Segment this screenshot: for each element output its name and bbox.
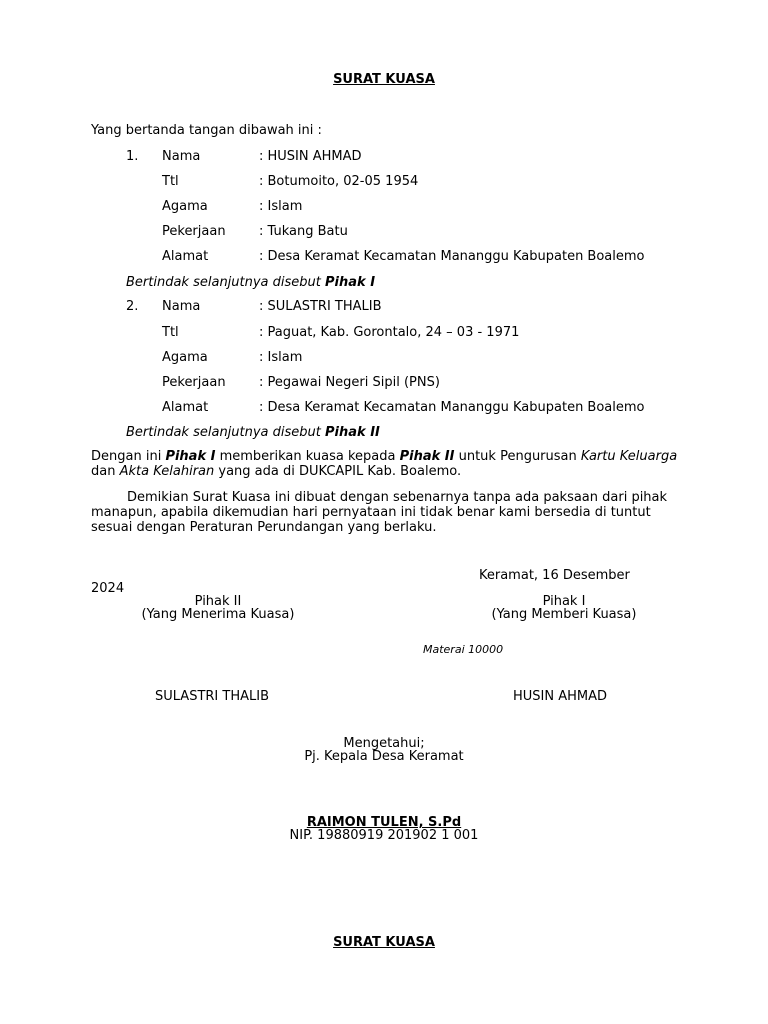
person2-number: 2. — [126, 299, 139, 314]
left-signer-name: SULASTRI THALIB — [155, 689, 269, 704]
person2-agama-label: Agama — [162, 350, 208, 365]
left-party-role: (Yang Menerima Kuasa) — [141, 607, 295, 622]
body1-part3: memberikan kuasa kepada — [215, 449, 400, 464]
right-party-label: Pihak I — [542, 594, 586, 609]
acknowledge-label: Mengetahui; — [343, 736, 425, 751]
person1-agama-label: Agama — [162, 199, 208, 214]
next-document-title: SURAT KUASA — [333, 935, 435, 950]
body1-kartu-keluarga: Kartu Keluarga — [580, 449, 678, 464]
intro-text: Yang bertanda tangan dibawah ini : — [91, 123, 322, 138]
person2-pekerjaan-label: Pekerjaan — [162, 375, 226, 390]
body1-part5: untuk Pengurusan — [454, 449, 581, 464]
person1-alamat-value: : Desa Keramat Kecamatan Mananggu Kabupaten Boalemo — [259, 249, 645, 264]
person2-nama-label: Nama — [162, 299, 201, 314]
body1-pihak1: Pihak I — [165, 449, 216, 464]
right-signer-name: HUSIN AHMAD — [512, 689, 608, 704]
date-year: 2024 — [91, 581, 125, 596]
person2-ttl-label: Ttl — [162, 325, 179, 340]
person1-ttl-label: Ttl — [162, 174, 179, 189]
person2-role-name: Pihak II — [325, 425, 380, 440]
person2-role-line — [126, 425, 380, 440]
body1-pihak2: Pihak II — [399, 449, 455, 464]
body1-part9: yang ada di DUKCAPIL Kab. Boalemo. — [214, 464, 462, 479]
official-name: RAIMON TULEN, S.Pd — [306, 815, 462, 830]
body-paragraph-1 — [91, 449, 681, 479]
person1-nama-label: Nama — [162, 149, 201, 164]
official-nip: NIP. 19880919 201902 1 001 — [289, 828, 479, 843]
person1-role-prefix: Bertindak selanjutnya disebut — [126, 275, 326, 290]
person1-ttl-value: : Botumoito, 02-05 1954 — [259, 174, 419, 189]
person2-role-prefix: Bertindak selanjutnya disebut — [126, 425, 326, 440]
person2-pekerjaan-value: : Pegawai Negeri Sipil (PNS) — [259, 375, 440, 390]
body1-akta-kelahiran: Akta Kelahiran — [119, 464, 215, 479]
materai-label: Materai 10000 — [423, 643, 504, 656]
body1-part1: Dengan ini — [91, 449, 166, 464]
person1-alamat-label: Alamat — [162, 249, 209, 264]
person1-pekerjaan-label: Pekerjaan — [162, 224, 226, 239]
person2-ttl-value: : Paguat, Kab. Gorontalo, 24 – 03 - 1971 — [259, 325, 520, 340]
person2-agama-value: : Islam — [259, 350, 303, 365]
person1-number: 1. — [126, 149, 139, 164]
person1-pekerjaan-value: : Tukang Batu — [259, 224, 348, 239]
body1-part7: dan — [91, 464, 120, 479]
left-party-label: Pihak II — [194, 594, 242, 609]
person1-role-name: Pihak I — [325, 275, 376, 290]
person1-agama-value: : Islam — [259, 199, 303, 214]
person2-alamat-value: : Desa Keramat Kecamatan Mananggu Kabupaten Boalemo — [259, 400, 645, 415]
right-party-role: (Yang Memberi Kuasa) — [491, 607, 637, 622]
person2-alamat-label: Alamat — [162, 400, 209, 415]
body-paragraph-2: Demikian Surat Kuasa ini dibuat dengan sebenarnya tanpa ada paksaan dari pihak manapun, apabila dikemudian hari pernyataan ini tidak benar kami bersedia di tuntut sesuai dengan Peraturan Perundangan yang berlaku. — [91, 490, 668, 535]
place-date: Keramat, 16 Desember — [479, 568, 630, 583]
person2-nama-value: : SULASTRI THALIB — [259, 299, 382, 314]
official-title: Pj. Kepala Desa Keramat — [304, 749, 464, 764]
person1-role-line — [126, 275, 375, 290]
document-title: SURAT KUASA — [333, 72, 435, 87]
person1-nama-value: : HUSIN AHMAD — [259, 149, 362, 164]
